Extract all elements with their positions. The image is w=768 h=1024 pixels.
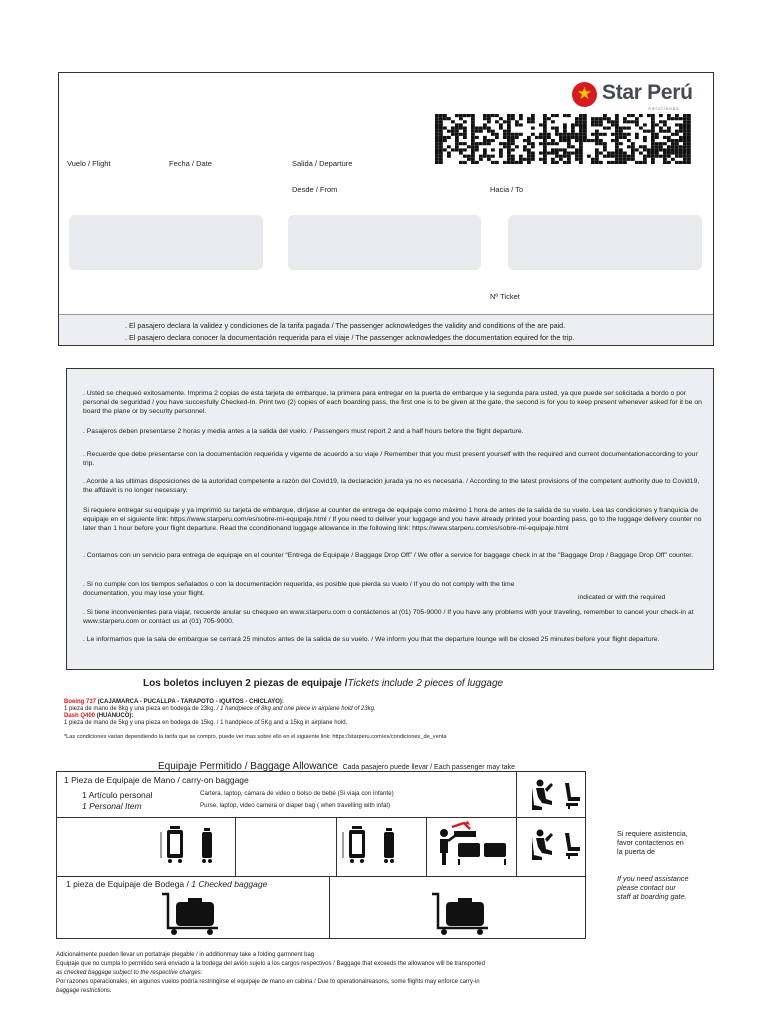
footer-line: Adicionalmente pueden llevar un portatraje plegable / in additionmay take a folding garmnent bag	[56, 952, 315, 958]
carry-on-title: 1 Pieza de Equipaje de Mano / carry-on baggage	[64, 775, 249, 785]
assist-es: Si requiere asistencia, favor contactenos en la puerta de	[617, 829, 688, 856]
boeing-desc: 1 pieza de mano de 8kg y una pieza en bodega de 23kg. / 1 handpiece of 8kg and one piece in airplane hold of 23kg.	[64, 706, 376, 712]
assist-en: If you need assistance please contact our staff at boarding gate.	[617, 874, 689, 901]
notice-paragraph: . Pasajeros deben presentarse 2 horas y media antes a la salida del vuelo. / Passengers must report 2 and a half hours before the flight departure.	[83, 428, 524, 435]
departure-label: Salida / Departure	[292, 159, 353, 168]
date-label: Fecha / Date	[169, 159, 212, 168]
notice-stray-text: indicated or with the required	[578, 594, 666, 601]
footer-line: as checked baggage subject to the respective charges:	[56, 970, 203, 976]
overhead-bin-icon	[434, 821, 510, 867]
passenger-seat-icon	[528, 829, 554, 861]
star-icon: ★	[576, 84, 593, 103]
dash-desc: 1 pieza de mano de 5kg y una pieza en bodega de 15kg. / 1 handpiece of 5Kg and a 15kg in airplane hold.	[64, 720, 348, 726]
notice-paragraph: . Le informamos que la sala de embarque se cerrará 25 minutos antes de la salida de su vuelo. / We inform you that the departure lounge will be closed 25 minutes before your flight departure.	[83, 636, 660, 643]
conditions-text: *Las condiciones varían dependiendo la tarifa que se compro, puede ver mas sobre ello en el siguiente link: https://starperu.com/es/condiciones_de_venta	[64, 734, 447, 740]
flight-field	[69, 215, 263, 270]
carry-on-suitcase-icon	[342, 824, 372, 864]
blank-cell	[235, 817, 337, 877]
boarding-pass	[58, 72, 714, 346]
footer-line: baggage restrictions.	[56, 988, 112, 994]
star-peru-logo: ★ Star Perú Aerolíneas	[572, 81, 702, 117]
luggage-heading: Los boletos incluyen 2 piezas de equipaje /Tickets include 2 pieces of luggage	[143, 678, 504, 689]
passenger-seat-icon	[528, 779, 554, 811]
from-field	[288, 215, 481, 270]
from-label: Desde / From	[292, 185, 338, 194]
personal-bag-icon	[200, 828, 214, 864]
footer-line: Por razones operacionales, en algunos vuelos podría restringirse el equipaje de mano en cabina / Due to operationalreasons, some flights may enforce carry-in	[56, 979, 480, 985]
checked-baggage-cart-icon	[160, 892, 222, 936]
notice-paragraph: . Recuerde que debe presentarse con la documentación requerida y vigente de acuerdo a su viaje / Remember that you must present yourself with the required and current documentationaccording to your trip.	[83, 451, 698, 468]
notice-paragraph: . Si tiene inconvenientes para viajar, recuerde anular su chequeo en www.starperu.com o contáctenos al (01) 705-9000 / If you have any problems with your traveling, remember to cancel your check-in at www.starperu.com or contact us at (01) 705-9000.	[83, 609, 694, 626]
notice-box	[66, 368, 714, 670]
dash-info: Dash Q400 (HUANUCO):	[64, 713, 134, 719]
footer-line: Equipaje que no cumpla lo permitido será enviado a la bodega del avión sujeto a los cargos respectivos / Baggage that exceeds the allowance will be transported	[56, 961, 485, 967]
notice-paragraph: Si requiere entregar su equipaje y ya imprimió su tarjeta de embarque, diríjase al counter de entrega de equipaje como máximo 1 hora de antes de la salida de su vuelo. Lea las condiciones y franquicia de equipaje en el siguiente link: https://www.starperu.com/es/sobre-mi-equipaje.html / If you need to deliver your luggage and you have already printed your boarding pass, go to the luggage delivery counter no later than 1 hour before your flight departure. Read the cconditionand luggage allowance in the following link: https://www.starperu.com/es/sobre-mi-equipaje.html	[83, 507, 702, 533]
to-label: Hacia / To	[490, 185, 524, 194]
notice-paragraph: . Usted se chequeó exitosamente. Imprima 2 copias de esta tarjeta de embarque, la primera para entregar en la puerta de embarque y la segunda para usted, ya que puede ser solicitada a bordo o por personal de seguridad / you have succesfully Checked-In. Print two (2) copies of each boarding pass, the first one is to be given at the gate, the second is for you to keep present whenever asked for it be on board the plane or by security personnel.	[83, 390, 702, 416]
checked-title: 1 pieza de Equipaje de Bodega / 1 Checked baggage	[66, 879, 268, 889]
seat-icon	[562, 831, 582, 859]
ticket-label: Nº Ticket	[490, 292, 520, 301]
notice-paragraph: . Si no cumple con los tiempos señalados o con la documentación requerida, es posible que pierda su vuelo / If you do not comply with the time documentation, you may lose your flight.	[83, 581, 515, 598]
allowance-table	[56, 771, 586, 939]
barcode-image	[435, 114, 691, 164]
pass-note: . El pasajero declara la validez y condiciones de la tarifa pagada / The passenger acknowledges the validity and conditions of the are paid.	[125, 321, 566, 330]
carry-on-suitcase-icon	[160, 824, 190, 864]
personal-desc-es: Cartera, laptop, cámara de video o bolso de bebé (Si viaja con infante)	[200, 790, 394, 797]
boeing-info: Boeing 737 (CAJAMARCA - PUCALLPA - TARAPOTO - IQUITOS - CHICLAYO):	[64, 699, 284, 705]
to-field	[508, 215, 702, 270]
pass-note: . El pasajero declara conocer la documentación requerida para el viaje / The passenger acknowledges the documentation equired for the trip.	[125, 333, 575, 342]
checked-baggage-cart-icon	[430, 892, 492, 936]
pass-notes	[59, 314, 713, 345]
personal-desc-en: Purse, laptop, video camera or diaper bag ( when travelling with infat)	[200, 802, 391, 809]
personal-item-es: 1 Artículo personal	[82, 790, 153, 800]
notice-paragraph: . Contamos con un servicio para entrega de equipaje en el counter “Entrega de Equipaje / Baggage Drop Off” / We offer a service for baggage check in at the "Baggage Drop / Baggage Drop Off" counter.	[83, 552, 694, 559]
personal-item-en: 1 Personal Item	[82, 801, 142, 811]
flight-label: Vuelo / Flight	[67, 159, 111, 168]
seat-icon	[562, 781, 582, 809]
notice-paragraph: . Acorde a las ultimas disposiciones de la autoridad competente a razón del Covid19, la declaración jurada ya no es necesaria. / According to the latest provisions of the competent authority due to Covid19, the affdavit is no longer necessary.	[83, 478, 700, 495]
allowance-heading: Equipaje Permitido / Baggage Allowance Cada pasajero puede llevar / Each passenger may take	[158, 761, 515, 772]
personal-bag-icon	[382, 828, 396, 864]
